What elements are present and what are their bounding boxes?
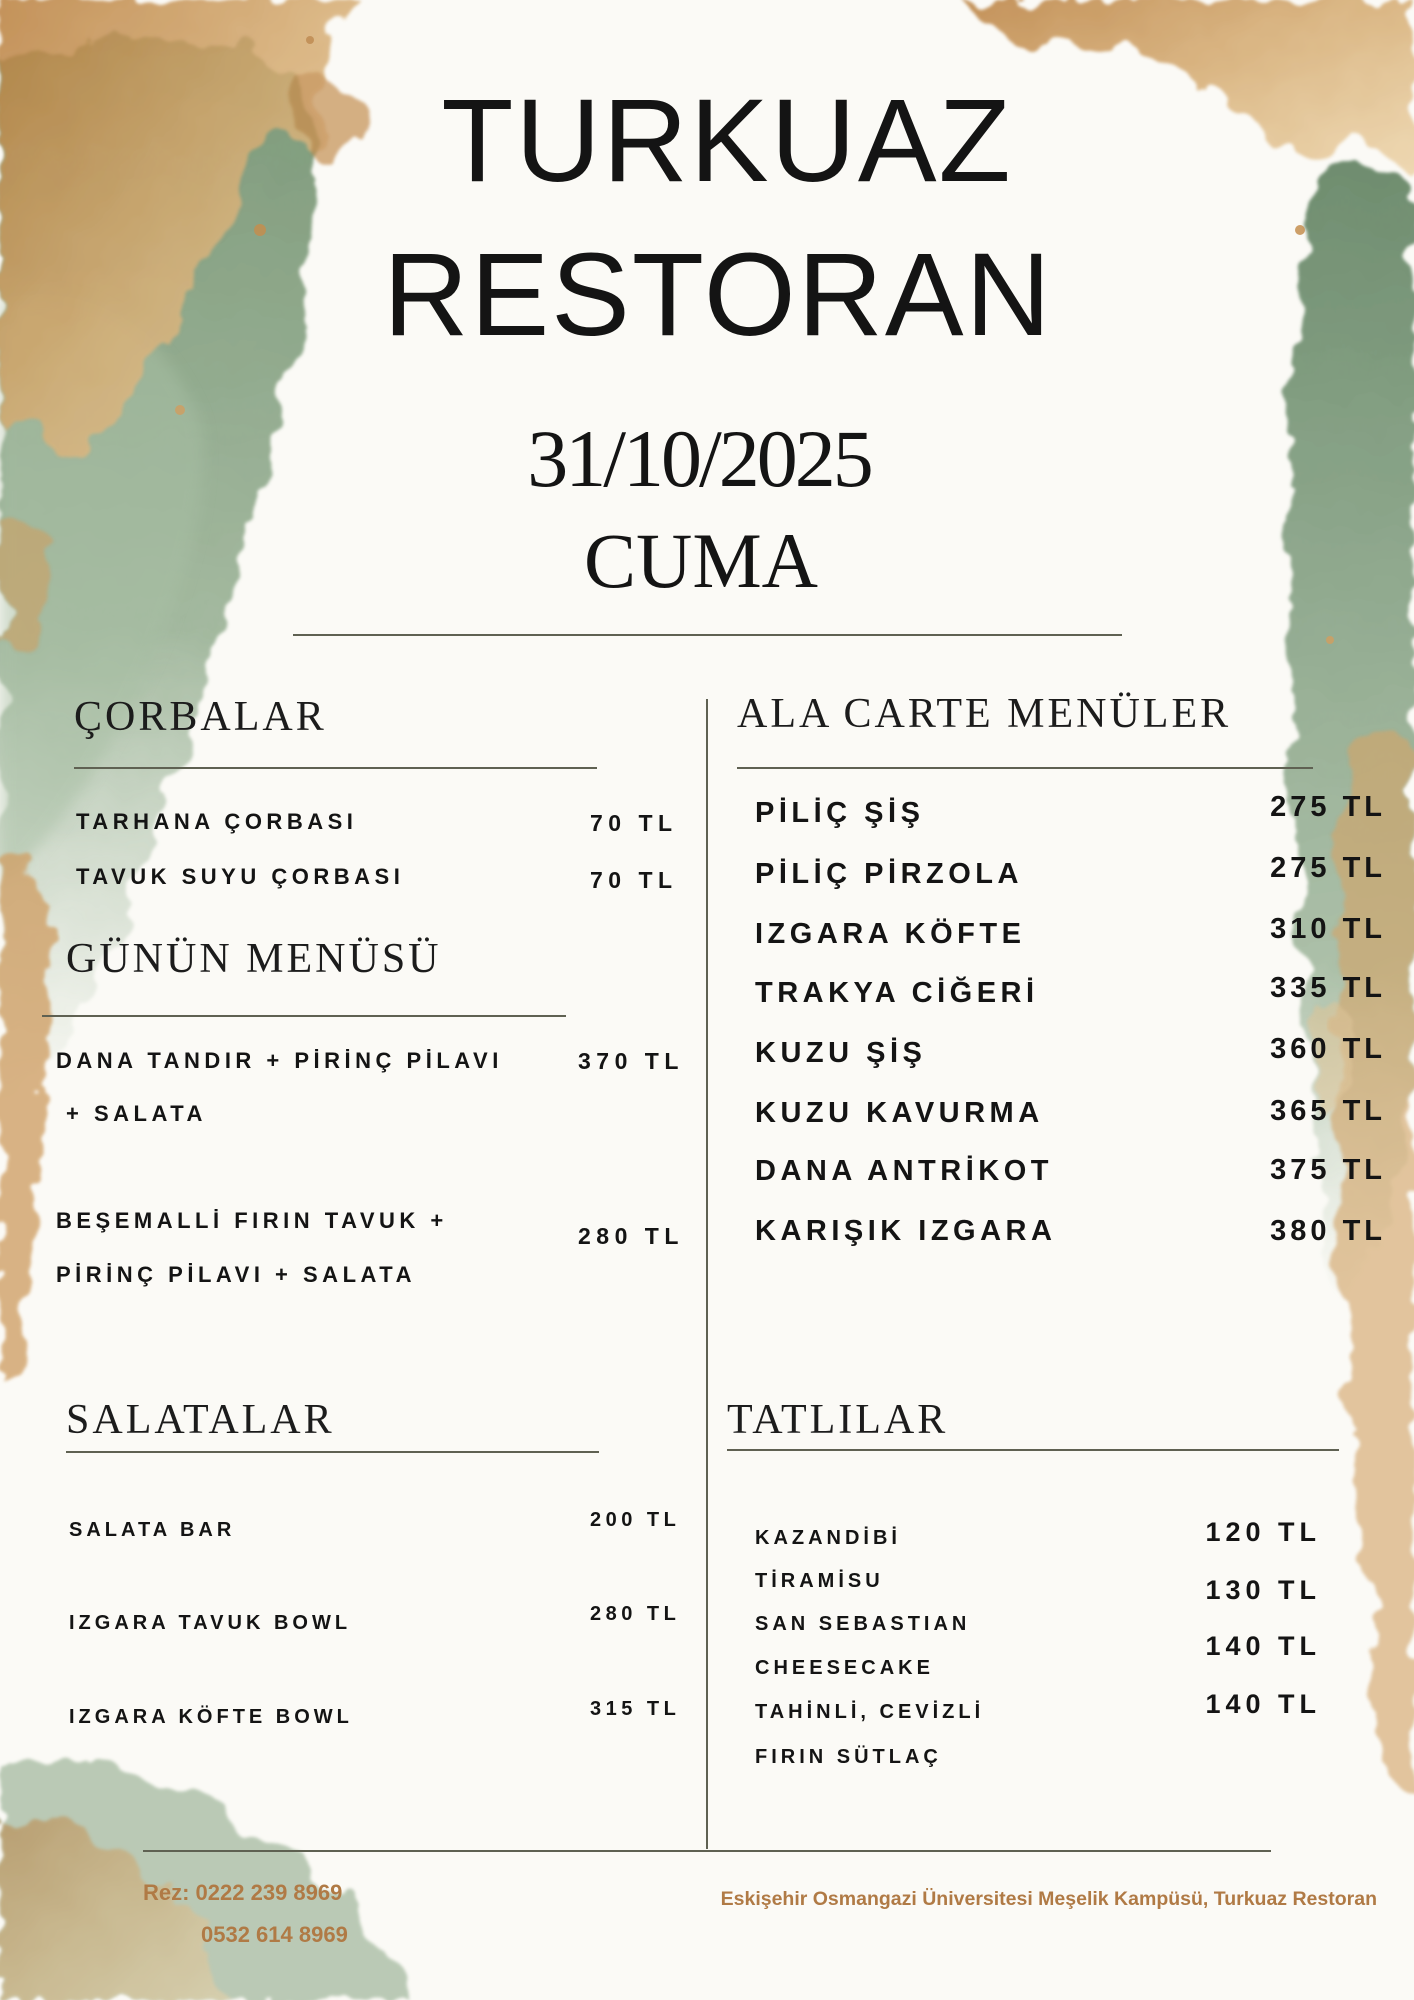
menu-item-price: 280 TL <box>578 1223 684 1249</box>
menu-item-name: IZGARA TAVUK BOWL <box>69 1612 352 1634</box>
section-title: ÇORBALAR <box>74 694 327 740</box>
menu-item-name: TAHİNLİ, CEVİZLİ <box>755 1701 985 1723</box>
menu-item-price: 365 TL <box>1270 1095 1386 1127</box>
restaurant-name-line1: TURKUAZ <box>441 75 1013 207</box>
header-divider <box>293 634 1122 636</box>
section-underline <box>737 767 1313 769</box>
menu-item-name: IZGARA KÖFTE BOWL <box>69 1706 353 1728</box>
footer-divider <box>143 1850 1271 1852</box>
column-divider <box>706 699 708 1849</box>
menu-item-name: KUZU ŞİŞ <box>755 1037 927 1069</box>
menu-item-name: PİLİÇ PİRZOLA <box>755 858 1023 890</box>
section-underline <box>66 1451 599 1453</box>
section-title: TATLILAR <box>727 1397 949 1443</box>
section-underline <box>727 1449 1339 1451</box>
address: Eskişehir Osmangazi Üniversitesi Meşelik Kampüsü, Turkuaz Restoran <box>720 1888 1377 1910</box>
menu-item-name: TARHANA ÇORBASI <box>76 809 358 834</box>
menu-item-price: 140 TL <box>1205 1689 1321 1719</box>
menu-item-name: SALATA BAR <box>69 1519 236 1541</box>
menu-item-name: PİLİÇ ŞİŞ <box>755 797 925 829</box>
section-title: SALATALAR <box>66 1397 335 1443</box>
section-underline <box>42 1015 566 1017</box>
menu-item-name: CHEESECAKE <box>755 1657 934 1679</box>
menu-item-price: 140 TL <box>1205 1631 1321 1661</box>
menu-item-name: KAZANDİBİ <box>755 1527 901 1549</box>
menu-item-price: 70 TL <box>590 810 678 836</box>
menu-day: CUMA <box>583 517 819 604</box>
menu-item-price: 275 TL <box>1270 791 1386 823</box>
menu-date: 31/10/2025 <box>527 413 871 504</box>
menu-item-price: 380 TL <box>1270 1215 1386 1247</box>
section-title: GÜNÜN MENÜSÜ <box>66 936 442 982</box>
reservation-phone: Rez: 0222 239 8969 <box>143 1880 343 1905</box>
menu-item-name: PİRİNÇ PİLAVI + SALATA <box>56 1262 416 1287</box>
gold-streak-left <box>0 858 52 1380</box>
menu-item-price: 280 TL <box>590 1603 681 1625</box>
menu-item-price: 315 TL <box>590 1698 681 1720</box>
menu-item-price: 360 TL <box>1270 1033 1386 1065</box>
menu-item-price: 70 TL <box>590 867 678 893</box>
menu-item-price: 130 TL <box>1205 1575 1321 1605</box>
menu-item-price: 335 TL <box>1270 972 1386 1004</box>
menu-item-name: KARIŞIK IZGARA <box>755 1215 1057 1247</box>
menu-item-name: BEŞEMALLİ FIRIN TAVUK + <box>56 1208 448 1233</box>
menu-item-name: SAN SEBASTIAN <box>755 1613 971 1635</box>
menu-item-price: 370 TL <box>578 1048 684 1074</box>
menu-item-name: + SALATA <box>66 1101 207 1126</box>
menu-item-price: 120 TL <box>1205 1517 1321 1547</box>
section-title: ALA CARTE MENÜLER <box>737 691 1232 737</box>
menu-item-price: 375 TL <box>1270 1154 1386 1186</box>
menu-item-name: FIRIN SÜTLAÇ <box>755 1746 942 1768</box>
restaurant-name-line2: RESTORAN <box>383 229 1053 361</box>
menu-item-name: KUZU KAVURMA <box>755 1097 1044 1129</box>
section-underline <box>74 767 597 769</box>
menu-item-name: DANA TANDIR + PİRİNÇ PİLAVI <box>56 1048 503 1073</box>
menu-item-price: 200 TL <box>590 1509 681 1531</box>
menu-item-price: 310 TL <box>1270 913 1386 945</box>
menu-item-price: 275 TL <box>1270 852 1386 884</box>
menu-item-name: DANA ANTRİKOT <box>755 1155 1053 1187</box>
secondary-phone: 0532 614 8969 <box>201 1922 348 1947</box>
menu-item-name: TAVUK SUYU ÇORBASI <box>76 864 405 889</box>
menu-item-name: TRAKYA CİĞERİ <box>755 977 1039 1009</box>
menu-item-name: IZGARA KÖFTE <box>755 918 1026 950</box>
menu-item-name: TİRAMİSU <box>755 1570 884 1592</box>
